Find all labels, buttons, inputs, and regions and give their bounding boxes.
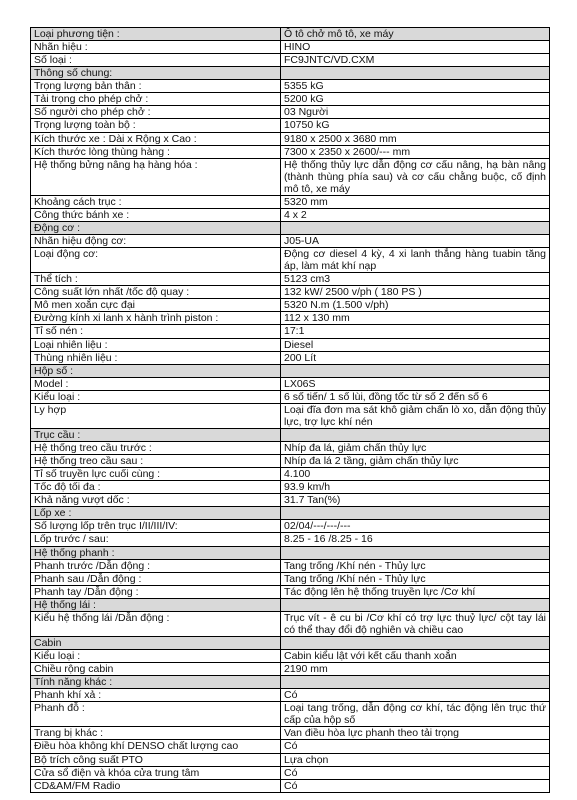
spec-label: Khả năng vượt dốc : — [31, 494, 281, 507]
spec-row — [31, 273, 550, 286]
section-row — [31, 676, 550, 689]
spec-row — [31, 740, 550, 753]
spec-label: Tỉ số truyền lực cuối cùng : — [31, 468, 281, 481]
spec-row — [31, 650, 550, 663]
spec-row — [31, 54, 550, 67]
spec-label: Chiều rộng cabin — [31, 663, 281, 676]
spec-value: 93.9 km/h — [281, 481, 550, 494]
section-row — [31, 221, 550, 234]
spec-row — [31, 611, 550, 636]
spec-value: Van điều hòa lực phanh theo tải trọng — [281, 727, 550, 740]
spec-value: 10750 kG — [281, 119, 550, 132]
spec-label: Khoảng cách trục : — [31, 195, 281, 208]
spec-label: Tải trọng cho phép chở : — [31, 93, 281, 106]
spec-value: 02/04/---/---/--- — [281, 520, 550, 533]
spec-value: Có — [281, 740, 550, 753]
spec-row — [31, 248, 550, 273]
spec-table-body — [31, 28, 550, 793]
spec-row — [31, 93, 550, 106]
spec-label: Đường kính xi lanh x hành trình piston : — [31, 312, 281, 325]
section-row — [31, 598, 550, 611]
spec-value: 7300 x 2350 x 2600/--- mm — [281, 145, 550, 158]
spec-row — [31, 145, 550, 158]
spec-label: Thể tích : — [31, 273, 281, 286]
spec-label: Lốp trước / sau: — [31, 533, 281, 546]
spec-label: Số người cho phép chở : — [31, 106, 281, 119]
spec-value: Có — [281, 689, 550, 702]
spec-value: LX06S — [281, 377, 550, 390]
spec-label: Số lượng lốp trên trục I/II/III/IV: — [31, 520, 281, 533]
spec-label: Tốc độ tối đa : — [31, 481, 281, 494]
spec-table — [30, 27, 550, 793]
spec-label: Trọng lượng toàn bộ : — [31, 119, 281, 132]
spec-label: Hệ thống bửng nâng hạ hàng hóa : — [31, 158, 281, 195]
spec-value: 4 x 2 — [281, 208, 550, 221]
spec-value — [281, 507, 550, 520]
spec-label: CD&AM/FM Radio — [31, 779, 281, 792]
spec-label: Lốp xe : — [31, 507, 281, 520]
spec-value: Có — [281, 766, 550, 779]
spec-label: Hệ thống treo cầu sau : — [31, 455, 281, 468]
spec-value: 17:1 — [281, 325, 550, 338]
spec-value: 9180 x 2500 x 3680 mm — [281, 132, 550, 145]
spec-row — [31, 41, 550, 54]
spec-value: Tang trống /Khí nén - Thủy lực — [281, 572, 550, 585]
spec-label: Hệ thống treo cầu trước : — [31, 442, 281, 455]
spec-label: Phanh khí xả : — [31, 689, 281, 702]
spec-sheet — [30, 27, 548, 793]
spec-value: Diesel — [281, 338, 550, 351]
spec-value: 03 Người — [281, 106, 550, 119]
spec-value: Loại tang trống, dẫn động cơ khí, tác động lên trục thứ cấp của hộp số — [281, 702, 550, 727]
spec-label: Nhãn hiệu động cơ: — [31, 235, 281, 248]
spec-value: Lựa chọn — [281, 753, 550, 766]
spec-value: 5320 N.m (1.500 v/ph) — [281, 299, 550, 312]
spec-row — [31, 702, 550, 727]
spec-label: Phanh tay /Dẫn động : — [31, 585, 281, 598]
spec-value: Loại đĩa đơn ma sát khô giảm chấn lò xo, dẫn động thủy lực, trợ lực khí nén — [281, 403, 550, 428]
spec-value: Tang trống /Khí nén - Thủy lực — [281, 559, 550, 572]
spec-label: Công suất lớn nhất /tốc độ quay : — [31, 286, 281, 299]
spec-row — [31, 663, 550, 676]
spec-label: Trang bị khác : — [31, 727, 281, 740]
spec-label: Kiểu loại : — [31, 650, 281, 663]
spec-value — [281, 546, 550, 559]
spec-row — [31, 520, 550, 533]
spec-row — [31, 299, 550, 312]
spec-label: Số loại : — [31, 54, 281, 67]
spec-value — [281, 221, 550, 234]
spec-row — [31, 779, 550, 792]
spec-value — [281, 636, 550, 649]
spec-row — [31, 286, 550, 299]
spec-row — [31, 481, 550, 494]
spec-row — [31, 132, 550, 145]
spec-row — [31, 766, 550, 779]
section-row — [31, 364, 550, 377]
section-row — [31, 546, 550, 559]
spec-value: J05-UA — [281, 235, 550, 248]
section-row — [31, 636, 550, 649]
spec-label: Tỉ số nén : — [31, 325, 281, 338]
section-row — [31, 428, 550, 441]
spec-label: Kích thước xe : Dài x Rộng x Cao : — [31, 132, 281, 145]
section-row — [31, 67, 550, 80]
spec-label: Phanh đỗ : — [31, 702, 281, 727]
spec-label: Loại phương tiện : — [31, 28, 281, 41]
spec-label: Kiểu loại : — [31, 390, 281, 403]
spec-row — [31, 325, 550, 338]
spec-value: 8.25 - 16 /8.25 - 16 — [281, 533, 550, 546]
spec-row — [31, 80, 550, 93]
spec-row — [31, 455, 550, 468]
spec-value: 4.100 — [281, 468, 550, 481]
spec-value: 200 Lít — [281, 351, 550, 364]
spec-label: Loại nhiên liệu : — [31, 338, 281, 351]
spec-value: Có — [281, 779, 550, 792]
section-row — [31, 507, 550, 520]
spec-label: Điều hòa không khí DENSO chất lượng cao — [31, 740, 281, 753]
spec-label: Hệ thống phanh : — [31, 546, 281, 559]
spec-value: HINO — [281, 41, 550, 54]
spec-label: Mô men xoắn cực đại — [31, 299, 281, 312]
spec-row — [31, 312, 550, 325]
spec-label: Phanh trước /Dẫn động : — [31, 559, 281, 572]
spec-value — [281, 67, 550, 80]
spec-row — [31, 403, 550, 428]
spec-label: Phanh sau /Dẫn động : — [31, 572, 281, 585]
spec-label: Công thức bánh xe : — [31, 208, 281, 221]
spec-label: Hệ thống lái : — [31, 598, 281, 611]
spec-row — [31, 494, 550, 507]
spec-row — [31, 442, 550, 455]
spec-value — [281, 364, 550, 377]
spec-label: Trọng lượng bản thân : — [31, 80, 281, 93]
spec-row — [31, 195, 550, 208]
spec-row — [31, 727, 550, 740]
spec-value: Nhíp đa lá, giảm chấn thủy lực — [281, 442, 550, 455]
spec-value: Hệ thống thủy lực dẫn động cơ cấu nâng, hạ bàn nâng (thành thùng phía sau) và cơ cấu chằng buộc, cố định mô tô, xe máy — [281, 158, 550, 195]
spec-label: Nhãn hiệu : — [31, 41, 281, 54]
spec-label: Hộp số : — [31, 364, 281, 377]
spec-label: Model : — [31, 377, 281, 390]
spec-row — [31, 533, 550, 546]
spec-row — [31, 158, 550, 195]
spec-label: Bộ trích công suất PTO — [31, 753, 281, 766]
spec-row — [31, 753, 550, 766]
spec-value: 5123 cm3 — [281, 273, 550, 286]
spec-value — [281, 676, 550, 689]
spec-value: 6 số tiến/ 1 số lùi, đồng tốc từ số 2 đến số 6 — [281, 390, 550, 403]
spec-value: 5355 kG — [281, 80, 550, 93]
spec-value: 112 x 130 mm — [281, 312, 550, 325]
spec-value: 2190 mm — [281, 663, 550, 676]
spec-label: Cửa sổ điện và khóa cửa trung tâm — [31, 766, 281, 779]
spec-row — [31, 572, 550, 585]
spec-label: Động cơ : — [31, 221, 281, 234]
spec-label: Tính năng khác : — [31, 676, 281, 689]
spec-row — [31, 351, 550, 364]
spec-value: Ô tô chở mô tô, xe máy — [281, 28, 550, 41]
spec-value: Động cơ diesel 4 kỳ, 4 xi lanh thẳng hàng tuabin tăng áp, làm mát khí nạp — [281, 248, 550, 273]
spec-row — [31, 468, 550, 481]
spec-row — [31, 585, 550, 598]
spec-value: 5320 mm — [281, 195, 550, 208]
spec-row — [31, 119, 550, 132]
spec-value: 5200 kG — [281, 93, 550, 106]
spec-row — [31, 235, 550, 248]
spec-value — [281, 428, 550, 441]
spec-value: Tác động lên hệ thống truyền lực /Cơ khí — [281, 585, 550, 598]
spec-value — [281, 598, 550, 611]
spec-label: Kiểu hệ thống lái /Dẫn động : — [31, 611, 281, 636]
header-row — [31, 28, 550, 41]
spec-label: Thông số chung: — [31, 67, 281, 80]
spec-value: 31.7 Tan(%) — [281, 494, 550, 507]
spec-label: Kích thước lòng thùng hàng : — [31, 145, 281, 158]
spec-value: 132 kW/ 2500 v/ph ( 180 PS ) — [281, 286, 550, 299]
spec-row — [31, 338, 550, 351]
spec-row — [31, 390, 550, 403]
spec-label: Thùng nhiên liệu : — [31, 351, 281, 364]
spec-row — [31, 106, 550, 119]
spec-value: Nhíp đa lá 2 tầng, giảm chấn thủy lực — [281, 455, 550, 468]
spec-label: Loại động cơ: — [31, 248, 281, 273]
spec-value: Trục vít - ê cu bi /Cơ khí có trợ lực thuỷ lực/ cột tay lái có thể thay đổi độ nghiên và chiều cao — [281, 611, 550, 636]
spec-row — [31, 208, 550, 221]
spec-label: Cabin — [31, 636, 281, 649]
spec-label: Trục cầu : — [31, 428, 281, 441]
spec-label: Ly hợp — [31, 403, 281, 428]
spec-row — [31, 689, 550, 702]
spec-value: FC9JNTC/VD.CXM — [281, 54, 550, 67]
spec-row — [31, 377, 550, 390]
spec-value: Cabin kiểu lật với kết cấu thanh xoắn — [281, 650, 550, 663]
spec-row — [31, 559, 550, 572]
